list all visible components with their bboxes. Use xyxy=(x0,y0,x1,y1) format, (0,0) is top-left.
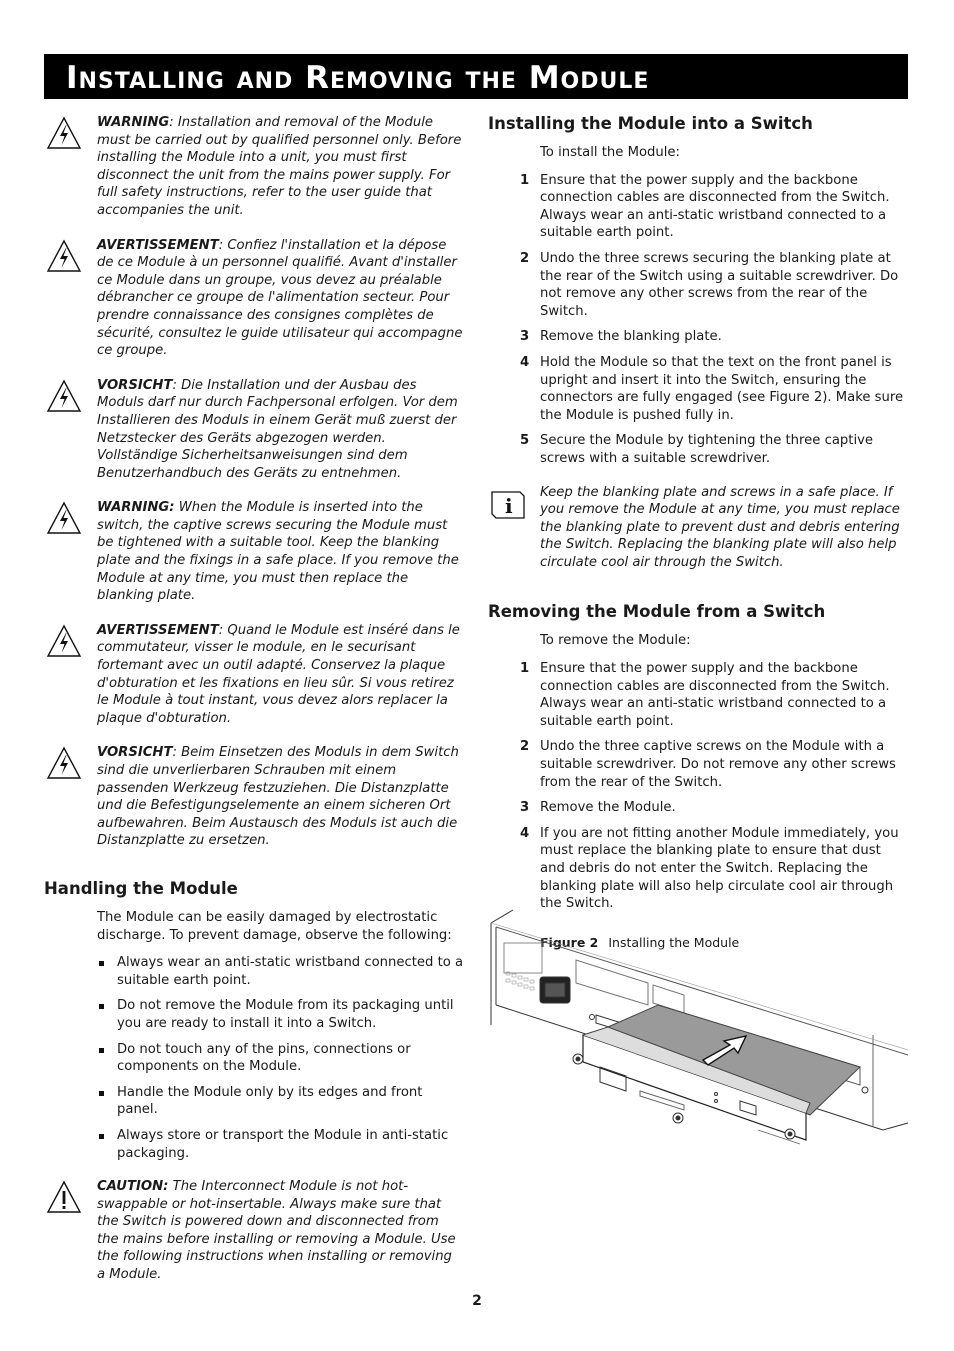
notice-text: Beim Einsetzen des Moduls in dem Switch sind die unverlierbaren Schrauben mit einem passenden Werkzeug festzuziehen. Die Distanzplatte und die Befestigungselemente an einem sicheren Ort aufbewahren. Beim Austausch des Moduls ist auch die Distanzplatte zu ersetzen. xyxy=(97,745,459,849)
step-item xyxy=(488,738,908,791)
step-number: 2 xyxy=(520,739,530,755)
step-number: 4 xyxy=(520,825,530,841)
notice-text: Die Installation und der Ausbau des Moduls darf nur durch Fachpersonal erfolgen. Vor dem Installieren des Moduls in einem Gerät muß zuerst der Netzstecker des Geräts abgezogen werden. Vollständige Sicherheitsanweisungen sind dem Benutzerhandbuch des Geräts zu entnehmen. xyxy=(97,377,458,481)
removing-intro: To remove the Module: xyxy=(540,633,691,649)
notice-text: When the Module is inserted into the switch, the captive screws securing the Module must be tightened with a suitable tool. Keep the blanking plate and the fixings in a safe place. If you remove the Module at any time, you must then replace the blanking plate. xyxy=(97,500,459,604)
step-item xyxy=(488,660,908,730)
step-text: Remove the blanking plate. xyxy=(540,329,722,345)
notice-label: AVERTISSEMENT xyxy=(97,237,219,253)
step-number: 2 xyxy=(520,250,530,266)
notice-label: VORSICHT xyxy=(97,745,173,761)
electrical-warning-icon xyxy=(46,116,82,150)
warnings-list xyxy=(44,114,464,850)
step-number: 1 xyxy=(520,661,530,677)
step-text: Remove the Module. xyxy=(540,800,676,816)
step-number: 3 xyxy=(520,329,530,345)
step-item xyxy=(488,328,908,346)
right-column xyxy=(488,114,908,951)
left-column xyxy=(44,114,464,1301)
safety-notice: VORSICHT: Die Installation und der Ausbau des Moduls darf nur durch Fachpersonal erfolgen. Vor dem Installieren des Moduls in einem Gerät muß zuerst der Netzstecker des Geräts abgezogen werden. Vollständige Sicherheitsanweisungen sind dem Benutzerhandbuch des Geräts zu entnehmen. xyxy=(44,377,464,483)
caution-notice xyxy=(44,1178,464,1284)
svg-text:i: i xyxy=(505,493,513,518)
bullet-item: Do not touch any of the pins, connections or components on the Module. xyxy=(97,1041,464,1076)
module-installation-figure xyxy=(488,905,908,1160)
safety-notice: VORSICHT: Beim Einsetzen des Moduls in dem Switch sind die unverlierbaren Schrauben mit einem passenden Werkzeug festzuziehen. Die Distanzplatte und die Befestigungselemente an einem sicheren Ort aufbewahren. Beim Austausch des Moduls ist auch die Distanzplatte zu ersetzen. xyxy=(44,744,464,850)
caution-label: CAUTION: xyxy=(97,1179,169,1195)
step-item xyxy=(488,172,908,242)
page-number: 2 xyxy=(472,1293,482,1309)
info-note xyxy=(488,484,908,572)
electrical-warning-icon xyxy=(46,239,82,273)
safety-notice: AVERTISSEMENT: Quand le Module est inséré dans le commutateur, visser le module, en le securisant fortemant avec un outil adapté. Conservez la plaque d'obturation et les fixations en lieu sûr. Si vous retirez le Module à tout instant, vous devez alors replacer la plaque d'obturation. xyxy=(44,622,464,728)
electrical-warning-icon xyxy=(46,624,82,658)
notice-label: VORSICHT xyxy=(97,377,173,393)
caution-text: The Interconnect Module is not hot-swappable or hot-insertable. Always make sure that the Switch is powered down and disconnected from the mains before installing or removing a Module. Use the following instructions when installing or removing a Module. xyxy=(97,1179,456,1283)
page-title: Installing and Removing the Module xyxy=(66,60,650,96)
step-text: Secure the Module by tightening the three captive screws with a suitable screwdriver. xyxy=(540,433,874,466)
handling-heading: Handling the Module xyxy=(44,878,238,898)
step-item xyxy=(488,250,908,320)
step-item xyxy=(488,354,908,424)
safety-notice xyxy=(44,499,464,605)
step-number: 4 xyxy=(520,354,530,370)
installing-step-list xyxy=(488,172,908,468)
bullet-item: Handle the Module only by its edges and front panel. xyxy=(97,1084,464,1119)
step-text: Undo the three captive screws on the Module with a suitable screwdriver. Do not remove any other screws from the rear of the Switch. xyxy=(540,739,896,790)
notice-text: Installation and removal of the Module must be carried out by qualified personnel only. Before installing the Module into a unit, you must first disconnect the unit from the mains power supply. For full safety instructions, refer to the user guide that accompanies the unit. xyxy=(97,115,462,218)
electrical-warning-icon xyxy=(46,501,82,535)
step-text: Undo the three screws securing the blanking plate at the rear of the Switch using a suitable screwdriver. Do not remove any other screws from the rear of the Switch. xyxy=(540,250,899,319)
step-number: 5 xyxy=(520,433,530,449)
notice-label: WARNING xyxy=(97,115,170,130)
notice-text: Quand le Module est inséré dans le commutateur, visser le module, en le securisant fortemant avec un outil adapté. Conservez la plaque d'obturation et les fixations en lieu sûr. Si vous retirez le Module à tout instant, vous devez alors replacer la plaque d'obturation. xyxy=(97,622,460,726)
caution-exclamation-icon xyxy=(46,1180,82,1214)
electrical-warning-icon xyxy=(46,379,82,413)
electrical-warning-icon xyxy=(46,746,82,780)
safety-notice: AVERTISSEMENT: Confiez l'installation et la dépose de ce Module à un personnel qualifié. Avant d'installer ce Module dans un groupe, vous devez au préalable débrancher ce groupe de l'alimentation secteur. Pour prendre connaissance des consignes complètes de sécurité, consultez le guide utilisateur qui accompagne ce groupe. xyxy=(44,237,464,360)
title-banner xyxy=(44,54,908,99)
notice-text: Confiez l'installation et la dépose de ce Module à un personnel qualifié. Avant d'installer ce Module dans un groupe, vous devez au préalable débrancher ce groupe de l'alimentation secteur. Pour prendre connaissance des consignes complètes de sécurité, consultez le guide utilisateur qui accompagne ce groupe. xyxy=(97,237,463,359)
removing-heading: Removing the Module from a Switch xyxy=(488,602,826,622)
step-text: Ensure that the power supply and the backbone connection cables are disconnected from the Switch. Always wear an anti-static wristband connected to a suitable earth point. xyxy=(540,661,890,729)
info-icon xyxy=(490,486,526,520)
figure-label: Figure 2 xyxy=(540,934,599,950)
bullet-item: Always store or transport the Module in anti-static packaging. xyxy=(97,1127,464,1162)
step-item xyxy=(488,432,908,467)
safety-notice: WARNING: Installation and removal of the Module must be carried out by qualified personnel only. Before installing the Module into a unit, you must first disconnect the unit from the mains power supply. For full safety instructions, refer to the user guide that accompanies the unit. xyxy=(44,114,464,220)
step-text: If you are not fitting another Module immediately, you must replace the blanking plate to ensure that dust and debris do not enter the Switch. Replacing the blanking plate will also help circulate cool air through the Switch. xyxy=(540,825,899,912)
step-number: 1 xyxy=(520,172,530,188)
notice-label: AVERTISSEMENT xyxy=(97,622,219,638)
removing-step-list xyxy=(488,660,908,913)
bullet-item: Do not remove the Module from its packaging until you are ready to install it into a Switch. xyxy=(97,997,464,1032)
handling-bullet-list xyxy=(44,954,464,1162)
bullet-item: Always wear an anti-static wristband connected to a suitable earth point. xyxy=(97,954,464,989)
step-text: Hold the Module so that the text on the front panel is upright and insert it into the Switch, ensuring the connectors are fully engaged (see Figure 2). Make sure the Module is pushed fully in. xyxy=(540,354,904,423)
figure-caption-text: Installing the Module xyxy=(608,934,740,950)
step-text: Ensure that the power supply and the backbone connection cables are disconnected from the Switch. Always wear an anti-static wristband connected to a suitable earth point. xyxy=(540,172,890,241)
step-item xyxy=(488,799,908,817)
handling-intro: The Module can be easily damaged by electrostatic discharge. To prevent damage, observe the following: xyxy=(97,909,452,943)
info-note-text: Keep the blanking plate and screws in a safe place. If you remove the Module at any time, you must replace the blanking plate to prevent dust and debris entering the Switch. Replacing the blanking plate will also help circulate cool air through the Switch. xyxy=(540,484,900,570)
installing-heading: Installing the Module into a Switch xyxy=(488,114,813,133)
step-item xyxy=(488,825,908,913)
installing-intro: To install the Module: xyxy=(540,145,680,160)
notice-label: WARNING: xyxy=(97,500,175,516)
step-number: 3 xyxy=(520,800,530,816)
